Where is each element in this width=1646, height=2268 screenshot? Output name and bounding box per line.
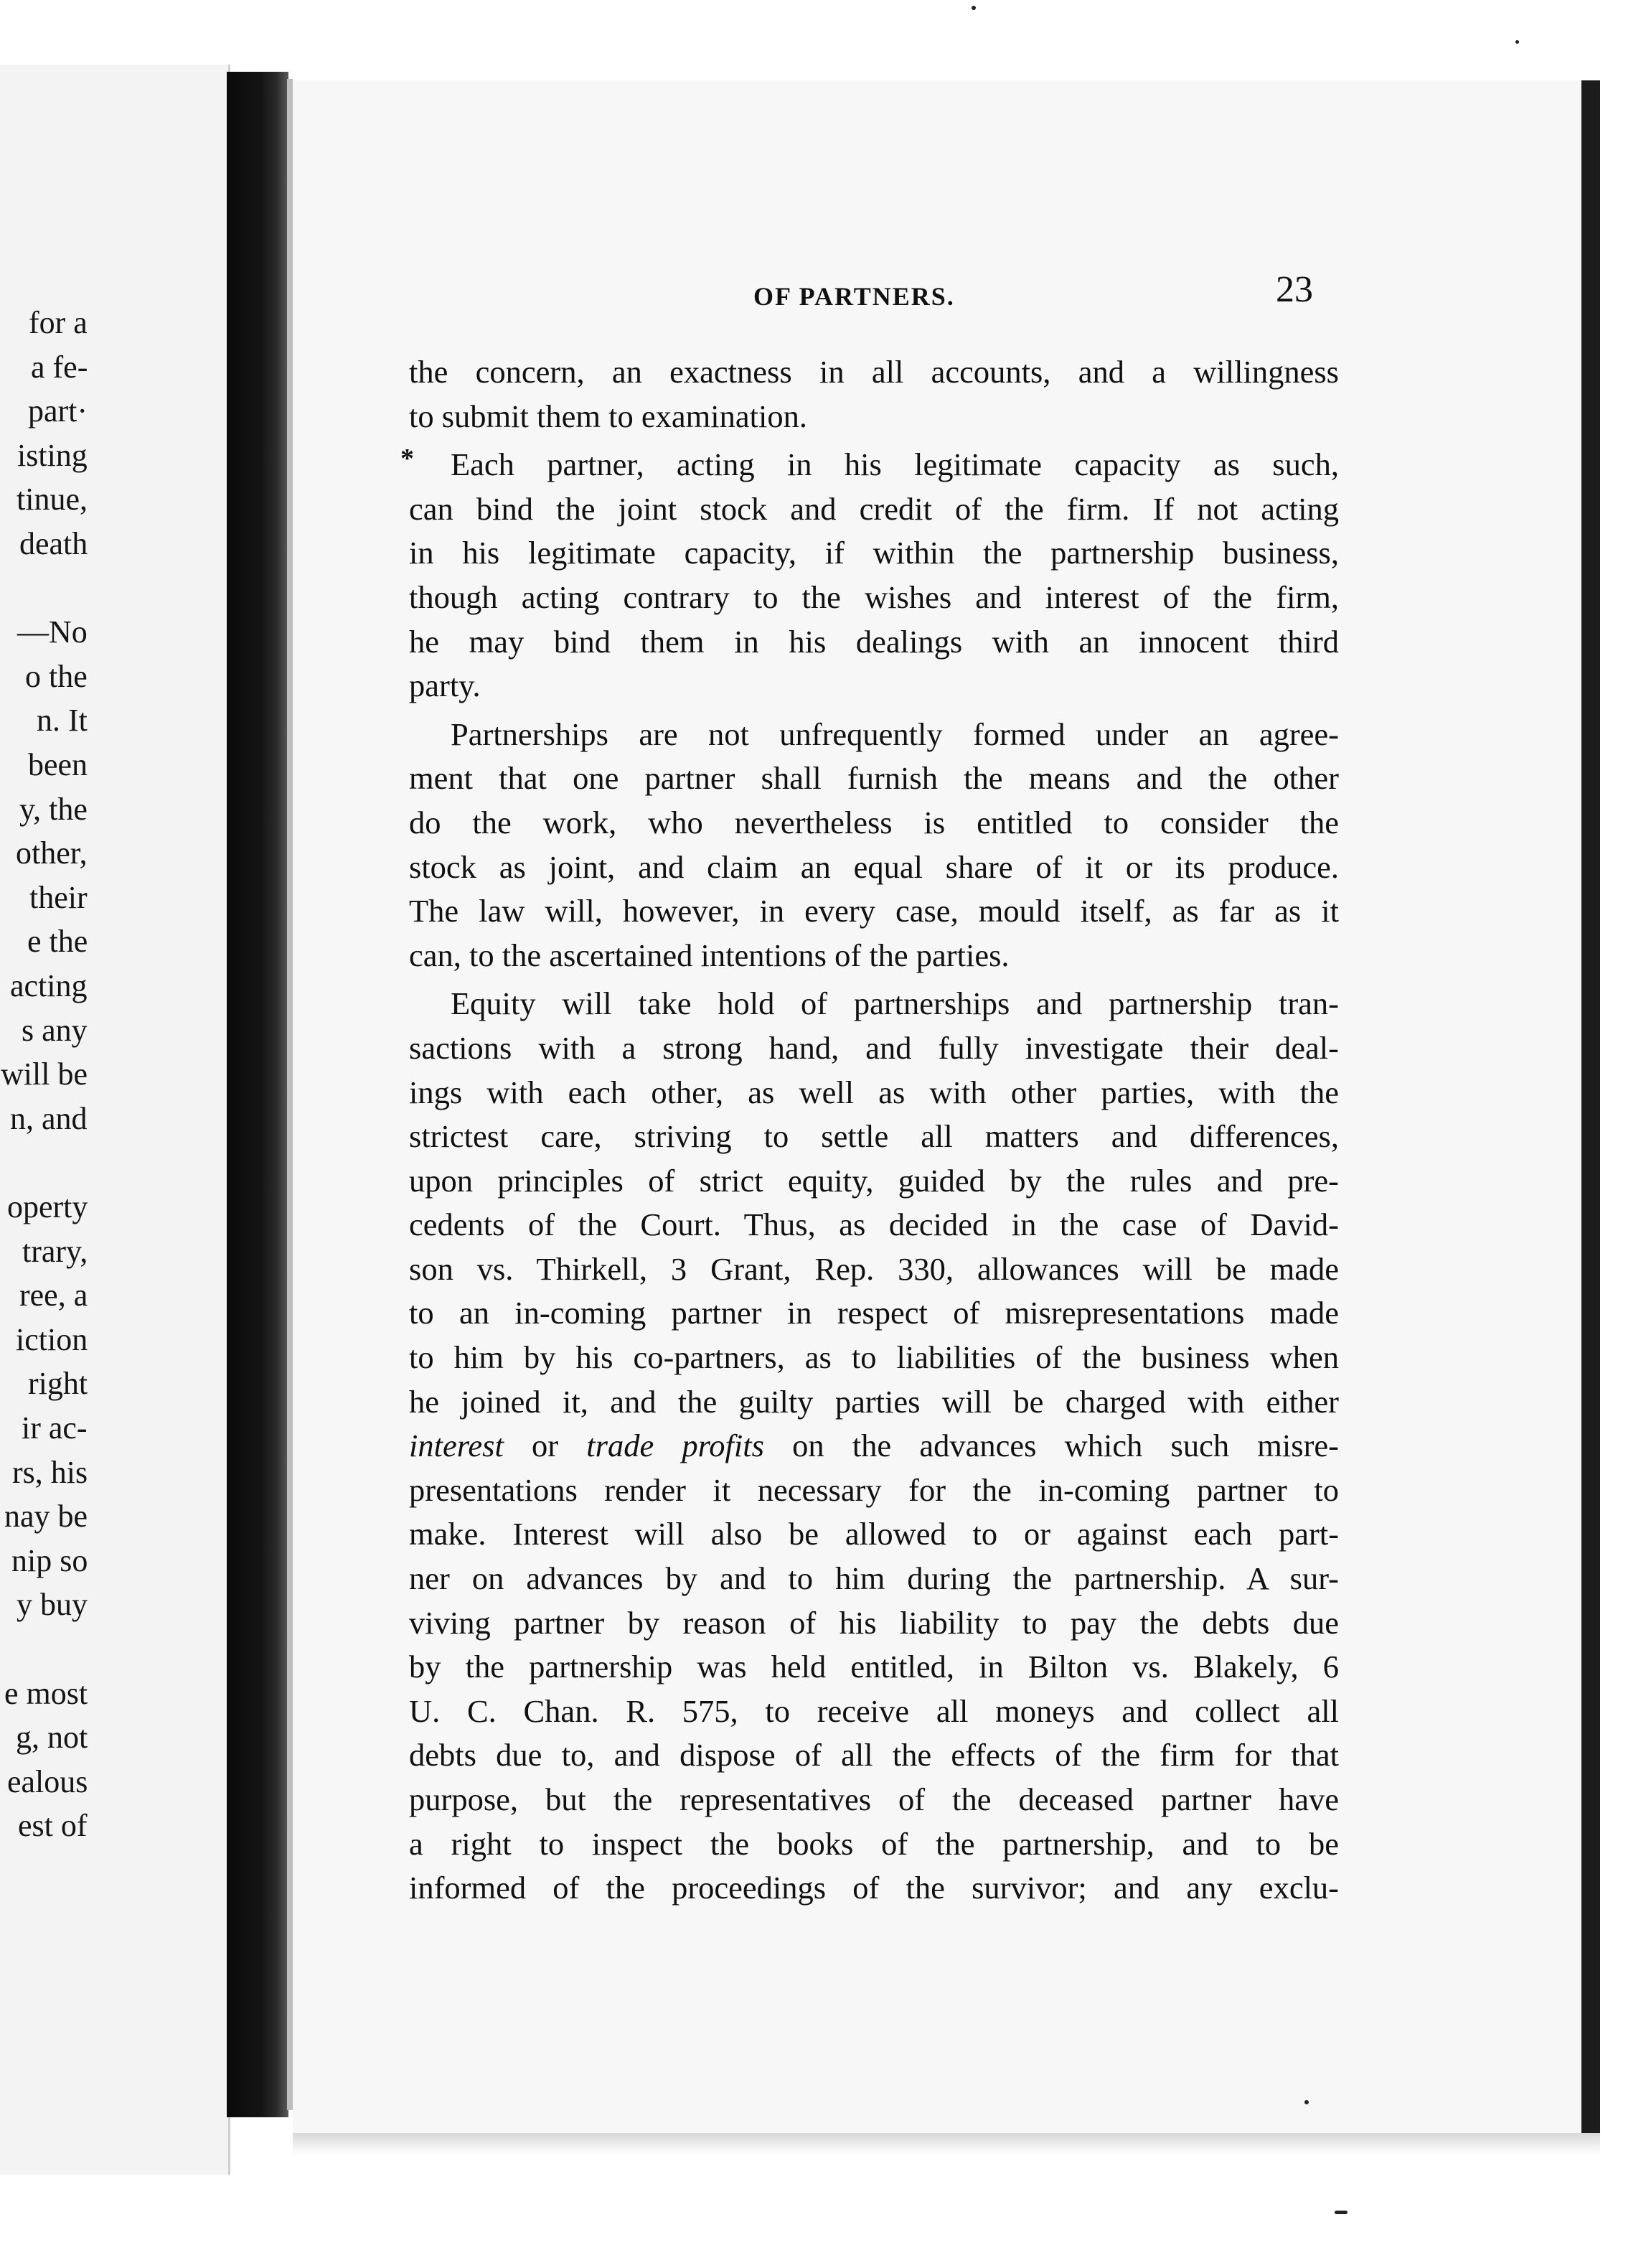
left-page-fragment: tinue, [17,482,88,517]
text-line: informed of the proceedings of the survivor; and any exclu- [409,1870,1339,1906]
left-page-fragment: y buy [17,1587,88,1623]
left-page-fragment: n, and [10,1100,88,1136]
text-line: stock as joint, and claim an equal share of it or its produce. [409,848,1339,885]
speck [972,6,976,10]
binding-gutter [227,72,288,2117]
left-page-fragment: —No [17,614,88,650]
left-page-fragment: will be [1,1056,88,1092]
left-page-fragment: e most [4,1675,88,1711]
text-line: sactions with a strong hand, and fully investigate their deal- [409,1029,1339,1066]
text-line: interest or trade profits on the advances which such misre- [409,1428,1339,1464]
left-facing-page [0,65,230,2175]
speck [1335,2211,1348,2214]
left-page-fragment: ir ac- [22,1410,88,1445]
text-line: cedents of the Court. Thus, as decided in the case of David- [409,1206,1339,1243]
text-line: presentations render it necessary for the in-coming partner to [409,1471,1339,1508]
left-page-fragment: y, the [19,791,88,827]
running-head: OF PARTNERS. [753,282,955,311]
paragraph [400,443,1339,708]
text-line: upon principles of strict equity, guided by the rules and pre- [409,1162,1339,1199]
left-page-fragment: part· [28,393,88,429]
left-page-fragment: ealous [7,1763,88,1799]
left-page-fragment: acting [10,968,88,1003]
left-page-fragment: o the [25,658,88,694]
text-line: can bind the joint stock and credit of the firm. If not acting [409,490,1339,527]
text-line: he may bind them in his dealings with an innocent third [409,623,1339,660]
text-line: U. C. Chan. R. 575, to receive all moneys and collect all [409,1692,1339,1729]
left-page-fragment: iction [16,1321,88,1357]
text-line: viving partner by reason of his liability to pay the debts due [409,1604,1339,1641]
left-page-fragment: right [28,1366,88,1402]
page-edge [287,79,293,2110]
text-line: in his legitimate capacity, if within the partnership business, [409,535,1339,571]
text-line: to him by his co-partners, as to liabilities of the business when [409,1339,1339,1376]
left-page-fragment: g, not [16,1720,88,1756]
text-line: by the partnership was held entitled, in Bilton vs. Blakely, 6 [409,1649,1339,1685]
text-line: he joined it, and the guilty parties will be charged with either [409,1383,1339,1420]
left-page-fragment: isting [17,437,88,473]
left-page-fragment: their [29,879,88,915]
paragraph [409,713,1339,978]
speck [1304,2100,1309,2104]
text-line: Equity will take hold of partnerships and partnership tran- [451,985,1339,1022]
text-line: do the work, who nevertheless is entitled to consider the [409,804,1339,840]
text-line: son vs. Thirkell, 3 Grant, Rep. 330, allowances will be made [409,1250,1339,1287]
text-line: to submit them to examination. [409,398,807,434]
text-line: debts due to, and dispose of all the effects of the firm for that [409,1737,1339,1773]
left-page-fragment: a fe- [31,349,88,385]
text-line: ment that one partner shall furnish the means and the other [409,760,1339,797]
paragraph [409,982,1339,1910]
left-page-fragment: other, [16,835,88,871]
left-page-fragment: operty [7,1189,88,1224]
body-text [400,350,1339,1911]
left-page-fragment: for a [29,305,88,340]
text-line: Partnerships are not unfrequently formed under an agree- [451,716,1339,752]
text-line: The law will, however, in every case, mould itself, as far as it [409,893,1339,929]
left-page-fragment: est of [18,1808,88,1844]
marginal-mark: * [400,444,414,474]
text-line: a right to inspect the books of the partnership, and to be [409,1825,1339,1862]
left-page-fragment: been [28,747,88,782]
left-page-fragment: n. It [37,703,88,739]
left-page-fragment: trary, [22,1233,88,1269]
text-line: though acting contrary to the wishes and interest of the firm, [409,578,1339,615]
page-number: 23 [1276,269,1313,310]
text-line: purpose, but the representatives of the deceased partner have [409,1781,1339,1817]
paragraph [409,350,1339,439]
text-line: strictest care, striving to settle all matters and differences, [409,1118,1339,1155]
text-line: make. Interest will also be allowed to or against each part- [409,1516,1339,1552]
speck [1515,40,1519,44]
text-line: ings with each other, as well as with other parties, with the [409,1074,1339,1110]
left-page-fragment: ree, a [19,1278,88,1313]
page-bottom-edge [293,2133,1600,2155]
left-page-fragment: e the [27,924,88,960]
left-page-fragment: nip so [11,1542,88,1578]
left-page-fragment: death [19,526,88,561]
text-line: to an in-coming partner in respect of misrepresentations made [409,1295,1339,1331]
text-line: party. [409,667,481,704]
text-line: the concern, an exactness in all accounts, and a willingness [409,354,1339,390]
left-page-fragment: s any [22,1012,88,1048]
text-line: Each partner, acting in his legitimate capacity as such, [451,446,1339,483]
left-page-fragment: nay be [4,1499,88,1534]
text-line: ner on advances by and to him during the partnership. A sur- [409,1560,1339,1597]
left-page-fragment: rs, his [12,1454,88,1490]
text-line: can, to the ascertained intentions of the parties. [409,937,1010,973]
